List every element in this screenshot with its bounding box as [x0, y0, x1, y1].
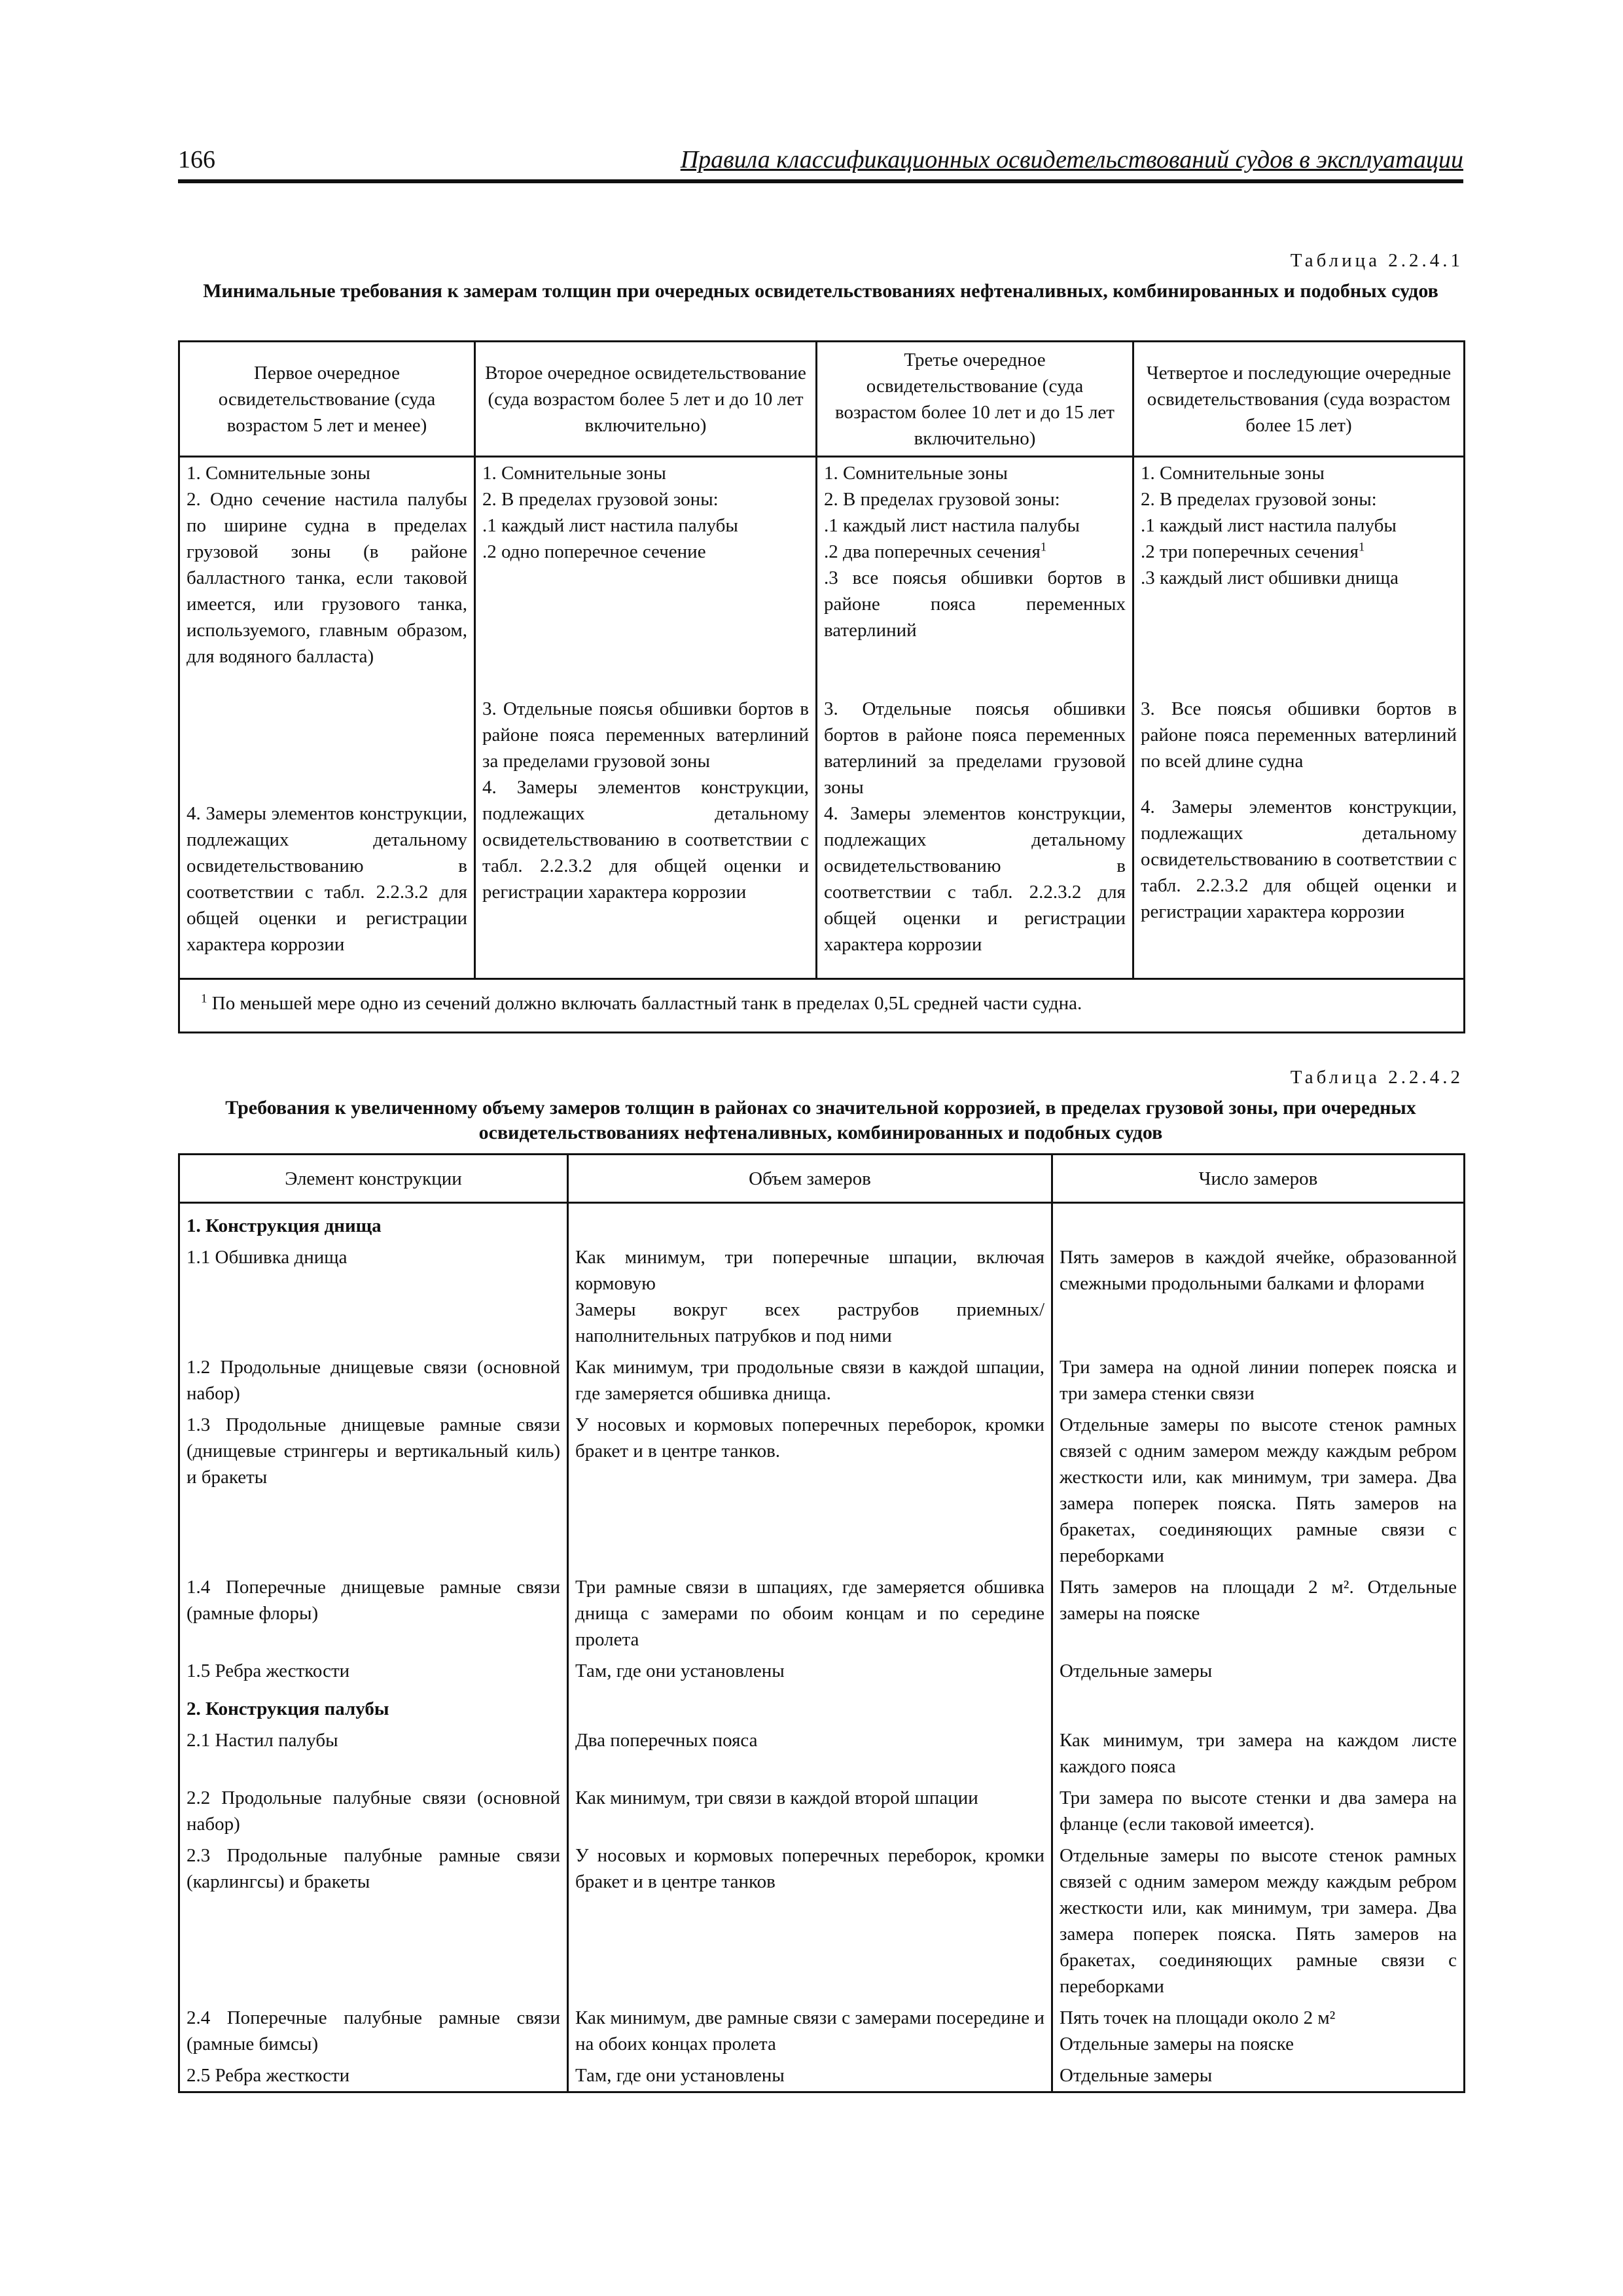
t2-element: 2.2 Продольные палубные связи (основной набор)	[179, 1782, 568, 1840]
t2-count: Пять замеров в каждой ячейке, образованной смежными продольными балками и флорами	[1052, 1242, 1465, 1352]
page-number: 166	[178, 146, 215, 173]
t4c-item: .1 каждый лист настила палубы	[1141, 515, 1397, 536]
table1-cell-col4	[1133, 457, 1465, 979]
t2-scope: Там, где они установлены	[568, 2060, 1052, 2092]
t3c-item: 3. Отдельные поясья обшивки бортов в районе пояса переменных ватерлиний за пределами грузовой зоны	[824, 698, 1126, 798]
t2-count: Три замера на одной линии поперек пояска и три замера стенки связи	[1052, 1352, 1465, 1409]
table1-cell-col2	[475, 457, 817, 979]
t2-count: Три замера по высоте стенки и два замера на фланце (если таковой имеется).	[1052, 1782, 1465, 1840]
table1-header-row	[179, 342, 1465, 457]
t2-count: Пять замеров на площади 2 м². Отдельные замеры на пояске	[1052, 1571, 1465, 1655]
running-title: Правила классификационных освидетельствований судов в эксплуатации	[680, 146, 1463, 173]
table2	[178, 1153, 1465, 2093]
table2-group-title: 2. Конструкция палубы	[179, 1687, 568, 1725]
table2-group-title: 1. Конструкция днища	[179, 1203, 568, 1242]
t3c-item-text: .2 два поперечных сечения	[824, 541, 1041, 562]
t2c-item: 4. Замеры элементов конструкции, подлежащих детальному освидетельствованию в соответствии с табл. 2.2.3.2 для общей оценки и регистрации характера коррозии	[482, 777, 809, 903]
table1-caption: Минимальные требования к замерам толщин при очередных освидетельствованиях нефтеналивных, комбинированных и подобных судов	[203, 280, 1438, 302]
t4c-item-text: .2 три поперечных сечения	[1141, 541, 1359, 562]
t2-element: 1.1 Обшивка днища	[179, 1242, 568, 1352]
table2-header-row	[179, 1155, 1465, 1203]
table2-group-row	[179, 1203, 1465, 1242]
table1-col-header-2: Второе очередное освидетельствование (суда возрастом более 5 лет и до 10 лет включительно)	[475, 342, 817, 457]
t3c-item: .1 каждый лист настила палубы	[824, 515, 1080, 536]
t2-element: 1.2 Продольные днищевые связи (основной набор)	[179, 1352, 568, 1409]
table2-label: Таблица 2.2.4.2	[1290, 1067, 1463, 1088]
footnote-mark: 1	[201, 992, 207, 1006]
t2-count: Отдельные замеры по высоте стенок рамных связей с одним замером между каждым ребром жесткости или, как минимум, три замера. Два замера поперек пояска. Пять замеров на бракетах, соединяющих рамные связи с переборками	[1052, 1840, 1465, 2002]
t2-scope: Там, где они установлены	[568, 1655, 1052, 1687]
table2-row	[179, 1571, 1465, 1655]
t2-element: 2.3 Продольные палубные рамные связи (карлингсы) и бракеты	[179, 1840, 568, 2002]
t2-scope: У носовых и кормовых поперечных переборок, кромки бракет и в центре танков.	[568, 1409, 1052, 1571]
table2-row	[179, 1409, 1465, 1571]
t2c-item: 3. Отдельные поясья обшивки бортов в районе пояса переменных ватерлиний за пределами грузовой зоны	[482, 698, 809, 772]
table1-cell-col3	[817, 457, 1133, 979]
page-header	[178, 145, 1463, 183]
t4c-item: 4. Замеры элементов конструкции, подлежащих детальному освидетельствованию в соответствии с табл. 2.2.3.2 для общей оценки и регистрации характера коррозии	[1141, 797, 1457, 922]
table2-row	[179, 1352, 1465, 1409]
t2-element: 1.3 Продольные днищевые рамные связи (днищевые стрингеры и вертикальный киль) и бракеты	[179, 1409, 568, 1571]
table2-row	[179, 1725, 1465, 1782]
t4c-item: 3. Все поясья обшивки бортов в районе пояса переменных ватерлиний по всей длине судна	[1141, 698, 1457, 772]
t3c-item: 4. Замеры элементов конструкции, подлежащих детальному освидетельствованию в соответствии с табл. 2.2.3.2 для общей оценки и регистрации характера коррозии	[824, 803, 1126, 955]
t2-element: 2.5 Ребра жесткости	[179, 2060, 568, 2092]
table2-row	[179, 1655, 1465, 1687]
t3c-item: 1. Сомнительные зоны	[824, 463, 1008, 484]
t2-scope: Как минимум, три связи в каждой второй шпации	[568, 1782, 1052, 1840]
t2-scope: Три рамные связи в шпациях, где замеряется обшивка днища с замерами по обоим концам и по середине пролета	[568, 1571, 1052, 1655]
table1-body-row	[179, 457, 1465, 979]
t1c1-item: 1. Сомнительные зоны	[187, 463, 370, 484]
table1-footnote-row	[179, 979, 1465, 1033]
t2-count: Пять точек на площади около 2 м² Отдельные замеры на пояске	[1052, 2002, 1465, 2060]
table2-row	[179, 2060, 1465, 2092]
t2-element: 2.4 Поперечные палубные рамные связи (рамные бимсы)	[179, 2002, 568, 2060]
t2c-item: .1 каждый лист настила палубы	[482, 515, 738, 536]
t2-count: Отдельные замеры	[1052, 2060, 1465, 2092]
table2-caption: Требования к увеличенному объему замеров толщин в районах со значительной коррозией, в пределах грузовой зоны, при очередных освидетельствованиях нефтеналивных, комбинированных и подобных судов	[225, 1097, 1416, 1143]
table1-col-header-1: Первое очередное освидетельствование (суда возрастом 5 лет и менее)	[179, 342, 475, 457]
footnote-ref: 1	[1358, 540, 1365, 554]
t4c-item	[1141, 539, 1457, 565]
table1	[178, 340, 1465, 1033]
t2-scope: Как минимум, три продольные связи в каждой шпации, где замеряется обшивка днища.	[568, 1352, 1052, 1409]
t2-count: Отдельные замеры	[1052, 1655, 1465, 1687]
table2-group-row	[179, 1687, 1465, 1725]
t2c-item: 2. В пределах грузовой зоны:	[482, 489, 719, 510]
t4c-item: 2. В пределах грузовой зоны:	[1141, 489, 1377, 510]
t3c-item: 2. В пределах грузовой зоны:	[824, 489, 1060, 510]
table2-col-header-count: Число замеров	[1052, 1155, 1465, 1203]
footnote-ref: 1	[1040, 540, 1047, 554]
t2c-item: 1. Сомнительные зоны	[482, 463, 666, 484]
t3c-item: .3 все поясья обшивки бортов в районе пояса переменных ватерлиний	[824, 567, 1126, 641]
t2-scope: У носовых и кормовых поперечных переборок, кромки бракет и в центре танков	[568, 1840, 1052, 2002]
t2c-item: .2 одно поперечное сечение	[482, 541, 706, 562]
table2-row	[179, 1782, 1465, 1840]
t2-element: 1.5 Ребра жесткости	[179, 1655, 568, 1687]
t4c-item: 1. Сомнительные зоны	[1141, 463, 1325, 484]
table1-footnote	[179, 979, 1465, 1033]
t2-count: Как минимум, три замера на каждом листе каждого пояса	[1052, 1725, 1465, 1782]
t2-count: Отдельные замеры по высоте стенок рамных связей с одним замером между каждым ребром жесткости или, как минимум, три замера. Два замера поперек пояска. Пять замеров на бракетах, соединяющих рамные связи с переборками	[1052, 1409, 1465, 1571]
table1-col-header-4: Четвертое и последующие очередные освидетельствования (суда возрастом более 15 лет)	[1133, 342, 1465, 457]
t3c-item	[824, 539, 1126, 565]
table2-col-header-element: Элемент конструкции	[179, 1155, 568, 1203]
t1c1-item: 2. Одно сечение настила палубы по ширине судна в пределах грузовой зоны (в районе балластного танка, если таковой имеется, или грузового танка, используемого, главным образом, для водяного балласта)	[187, 489, 467, 667]
table1-cell-col1	[179, 457, 475, 979]
t2-scope: Как минимум, две рамные связи с замерами посередине и на обоих концах пролета	[568, 2002, 1052, 2060]
t1c1-item: 4. Замеры элементов конструкции, подлежащих детальному освидетельствованию в соответствии с табл. 2.2.3.2 для общей оценки и регистрации характера коррозии	[187, 803, 467, 955]
table1-col-header-3: Третье очередное освидетельствование (суда возрастом более 10 лет и до 15 лет включительно)	[817, 342, 1133, 457]
t2-scope: Два поперечных пояса	[568, 1725, 1052, 1782]
table2-row	[179, 1840, 1465, 2002]
footnote-text: По меньшей мере одно из сечений должно включать балластный танк в пределах 0,5L средней части судна.	[211, 993, 1082, 1014]
table1-label: Таблица 2.2.4.1	[1290, 250, 1463, 271]
t2-element: 2.1 Настил палубы	[179, 1725, 568, 1782]
t2-element: 1.4 Поперечные днищевые рамные связи (рамные флоры)	[179, 1571, 568, 1655]
table2-col-header-scope: Объем замеров	[568, 1155, 1052, 1203]
table2-row	[179, 1242, 1465, 1352]
table2-row	[179, 2002, 1465, 2060]
t4c-item: .3 каждый лист обшивки днища	[1141, 567, 1399, 588]
t2-scope: Как минимум, три поперечные шпации, включая кормовую Замеры вокруг всех раструбов приемных/наполнительных патрубков и под ними	[568, 1242, 1052, 1352]
